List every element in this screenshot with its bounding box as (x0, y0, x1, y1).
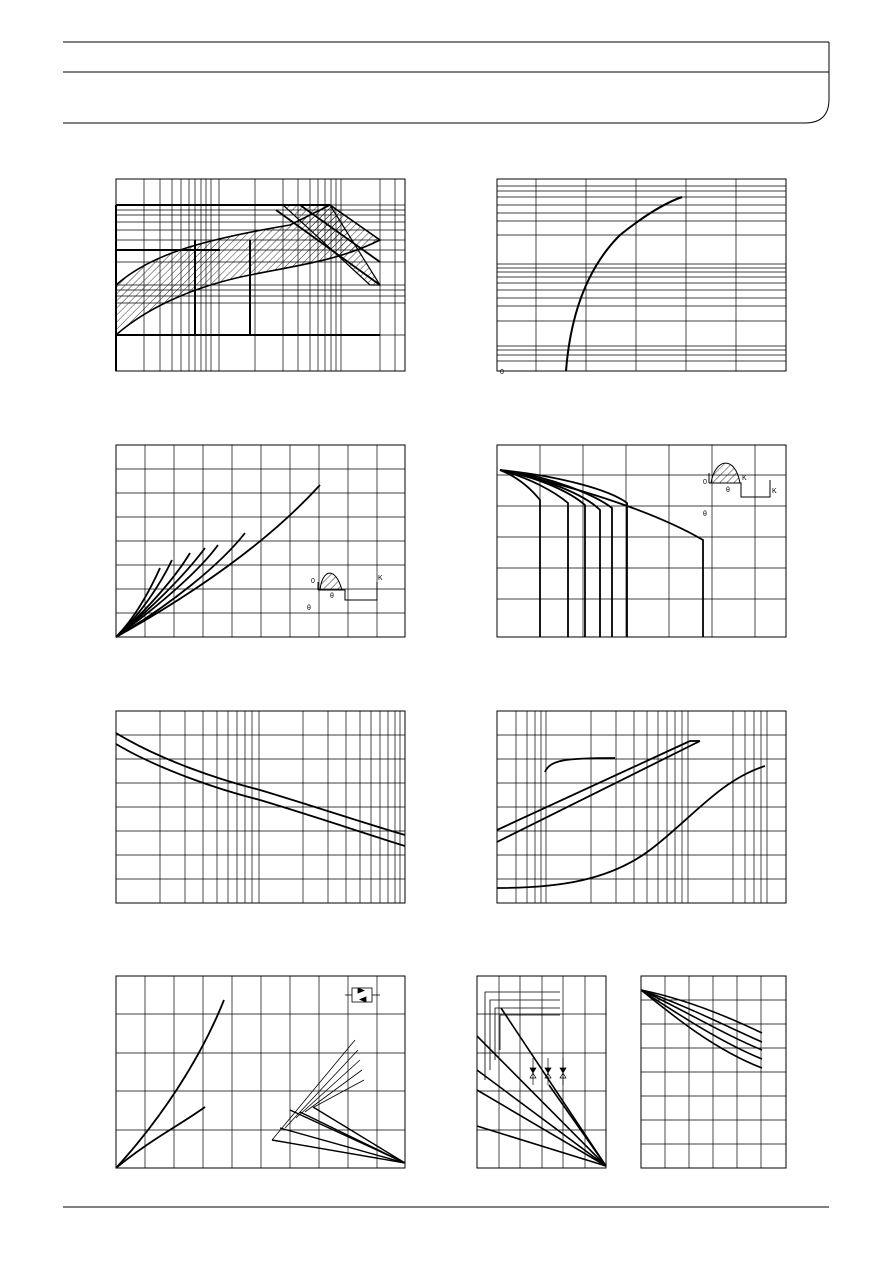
header-frame (63, 42, 829, 123)
derating-curves (500, 470, 703, 637)
pd-curve-upper (116, 1000, 224, 1168)
curve-family (116, 485, 320, 637)
gridlines (497, 179, 786, 371)
pd-curve-lower (116, 1107, 205, 1168)
trigger-curve-short (545, 758, 615, 772)
gate-curve (566, 197, 682, 371)
gridlines (116, 976, 405, 1168)
derating-curves (641, 990, 762, 1068)
inset-axis-theta-2: θ (703, 511, 707, 518)
bridge-symbol-inset (530, 1058, 566, 1085)
stepped-lines (485, 992, 560, 1080)
panel-case-temperature-vs-current (497, 445, 786, 637)
inset-anode-symbol: K (378, 575, 383, 582)
axis-origin-mark: 0 (500, 369, 504, 376)
panel-gate-characteristics (497, 179, 786, 371)
waveform-inset (709, 463, 770, 497)
panel-gate-trigger-vs-temperature (497, 711, 786, 903)
inset-conduction-symbol-2: θ (726, 487, 730, 494)
trigger-curve-s (497, 766, 765, 888)
panel-ambient-temperature-derating (641, 976, 786, 1168)
panel-surge-current-vs-cycles (116, 179, 405, 371)
ta-lines (477, 1008, 606, 1166)
plot-frame (116, 976, 405, 1168)
panel-transient-thermal-impedance (116, 711, 405, 903)
panel-power-dissipation-ac (116, 976, 405, 1168)
inset-anode-symbol-2: K (742, 475, 747, 482)
gridlines (116, 711, 405, 903)
impedance-band (116, 733, 405, 846)
thyristor-symbol-inset (345, 988, 380, 1002)
waveform-inset (318, 573, 377, 600)
inset-origin-2: 0 (703, 479, 707, 486)
panel-power-dissipation-three-phase (477, 976, 606, 1168)
gridlines (497, 711, 786, 903)
inset-conduction-symbol: θ (330, 593, 334, 600)
inset-anode-symbol-3: K (772, 488, 777, 495)
plot-frame (497, 179, 786, 371)
inset-origin: 0 (311, 578, 315, 585)
inset-axis-theta: θ (307, 605, 311, 612)
ta-lines-thin (272, 1040, 364, 1140)
panel-on-state-voltage-vs-current (116, 445, 405, 637)
trigger-band (497, 741, 700, 842)
